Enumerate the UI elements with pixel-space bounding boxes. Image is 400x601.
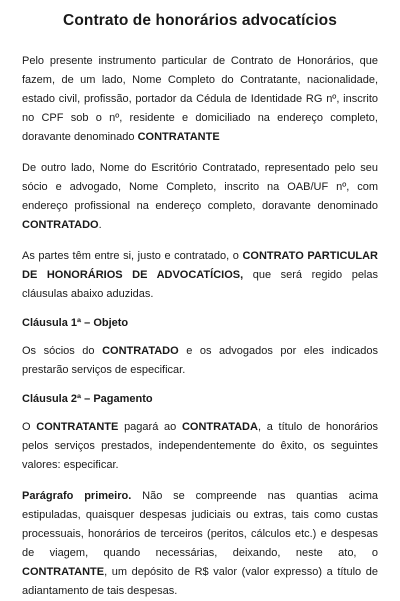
- bold-term-contratado: CONTRATADO: [102, 345, 179, 357]
- paragraph-partes: [22, 247, 378, 304]
- paragraph-text: , a título de honorários pelos serviços prestados, independentemente do êxito, os seguintes valores: especificar.: [22, 421, 378, 471]
- paragraph-primeiro: [22, 487, 378, 601]
- paragraph-text: .: [98, 219, 102, 231]
- paragraph-text: , um depósito de R$ valor (valor expresso) a título de adiantamento de tais despesas.: [22, 566, 378, 597]
- paragraph-objeto: [22, 342, 378, 380]
- paragraph-text: De outro lado, Nome do Escritório Contratado, representado pelo seu sócio e advogado, Nome Completo, inscrito na OAB/UF nº, com endereço profissional na endereço completo, doravante denominado: [22, 162, 378, 212]
- clause-1-heading: Cláusula 1ª – Objeto: [22, 317, 129, 329]
- paragraph-text: Não se compreende nas quantias acima estipuladas, quaisquer despesas judiciais ou extras, tais como custas processuais, honorários de terceiros (peritos, cálculos etc.) e despesas de viagem, quando necessárias, deixando, neste ato, o: [22, 490, 378, 559]
- bold-term-contratada: CONTRATADA: [181, 421, 258, 433]
- bold-term-contratante: CONTRATANTE: [137, 131, 220, 143]
- paragraph-text: e os advogados por eles indicados prestarão serviços de especificar.: [22, 345, 378, 376]
- paragraph-pagamento: [22, 418, 378, 475]
- paragraph-text: Os sócios do: [22, 345, 103, 357]
- bold-term-paragrafo-primeiro: Parágrafo primeiro.: [22, 490, 132, 502]
- clause-2-heading: Cláusula 2ª – Pagamento: [22, 393, 153, 405]
- paragraph-text: As partes têm entre si, justo e contratado, o: [22, 250, 243, 262]
- paragraph-contratado: [22, 159, 378, 235]
- bold-term-contratante: CONTRATANTE: [36, 421, 119, 433]
- paragraph-contratante: [22, 52, 378, 147]
- paragraph-text: pagará ao: [118, 421, 182, 433]
- paragraph-text: O: [22, 421, 37, 433]
- bold-term-contrato: CONTRATO PARTICULAR DE HONORÁRIOS DE ADVOCATÍCIOS,: [22, 250, 378, 281]
- paragraph-text: Pelo presente instrumento particular de Contrato de Honorários, que fazem, de um lado, Nome Completo do Contratante, nacionalidade, estado civil, profissão, portador da Cédula de Identidade RG nº, inscrito no CPF sob o nº, residente e domiciliado na endereço completo, doravante denominado: [22, 55, 378, 143]
- bold-term-contratado: CONTRATADO: [22, 219, 99, 231]
- bold-term-contratante: CONTRATANTE: [22, 566, 105, 578]
- paragraph-text: que será regido pelas cláusulas abaixo aduzidas.: [22, 269, 378, 300]
- document-title: Contrato de honorários advocatícios: [63, 12, 337, 29]
